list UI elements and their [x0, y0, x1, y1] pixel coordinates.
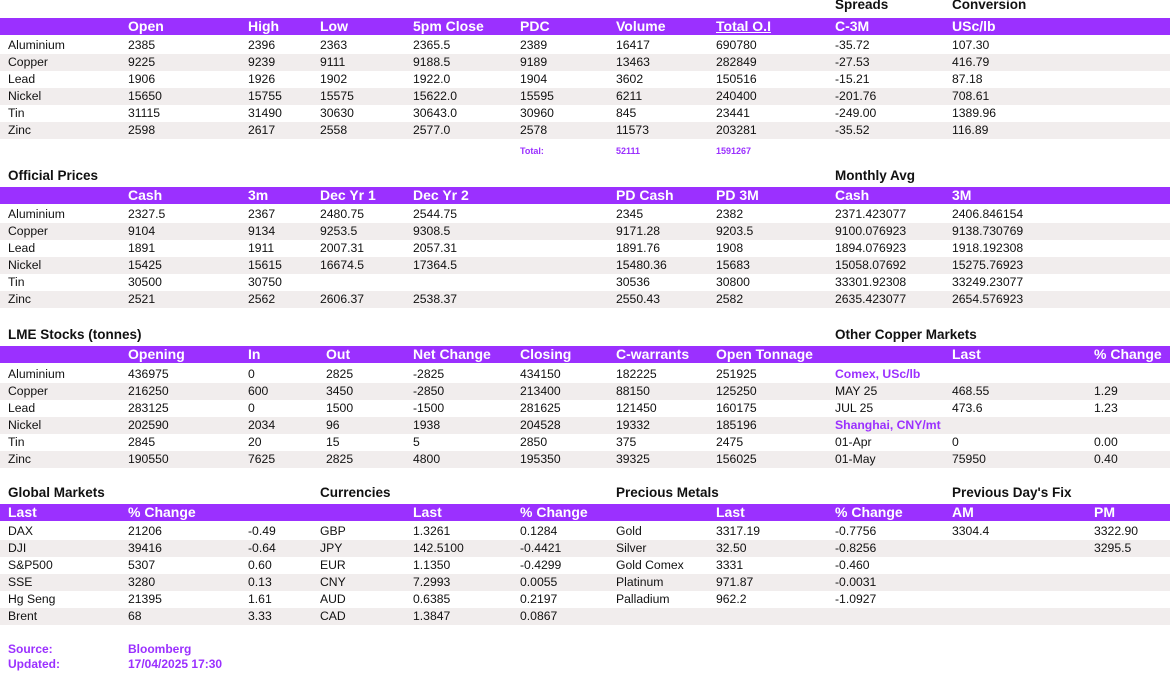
currency-code: JPY — [320, 541, 343, 555]
currency-code: GBP — [320, 524, 346, 538]
official-header-bar — [0, 187, 1170, 204]
global-market-name: DJI — [8, 541, 27, 555]
market-cell: 2363 — [320, 38, 348, 52]
global-market-last: 5307 — [128, 558, 156, 572]
stocks-col-header: Open Tonnage — [716, 346, 813, 362]
currencies-title: Currencies — [320, 485, 391, 500]
official-cell: 2538.37 — [413, 292, 458, 306]
stocks-cell: 182225 — [616, 367, 657, 381]
precious-metal-change: -0.8256 — [835, 541, 877, 555]
official-cell: 9134 — [248, 224, 276, 238]
market-cell: 2385 — [128, 38, 156, 52]
stocks-cell: 2034 — [248, 418, 276, 432]
stocks-cell: 96 — [326, 418, 340, 432]
market-cell: 107.30 — [952, 38, 990, 52]
row-stripe — [0, 366, 1170, 383]
global-market-name: SSE — [8, 575, 33, 589]
stocks-cell: 15 — [326, 435, 340, 449]
stocks-cell: 39325 — [616, 452, 650, 466]
currency-last: 0.6385 — [413, 592, 451, 606]
market-cell: 16417 — [616, 38, 650, 52]
row-stripe — [0, 54, 1170, 71]
stocks-col-header: In — [248, 346, 261, 362]
copper-market-last: 0 — [952, 435, 959, 449]
stocks-cell: 19332 — [616, 418, 650, 432]
official-cell: 2550.43 — [616, 292, 661, 306]
market-col-header: Low — [320, 18, 348, 34]
row-stripe — [0, 383, 1170, 400]
market-cell: 2396 — [248, 38, 276, 52]
official-cell: 33301.92308 — [835, 275, 907, 289]
official-cell: 1891.76 — [616, 241, 661, 255]
official-cell: 9203.5 — [716, 224, 754, 238]
official-cell: 2562 — [248, 292, 276, 306]
copper-market-last: 75950 — [952, 452, 986, 466]
currency-change: 0.0867 — [520, 609, 558, 623]
official-cell: 2521 — [128, 292, 156, 306]
stocks-cell: 0 — [248, 401, 255, 415]
precious-metal-name: Gold — [616, 524, 642, 538]
precious-metal-change: -0.0031 — [835, 575, 877, 589]
official-cell: 2480.75 — [320, 207, 365, 221]
currency-last: 142.5100 — [413, 541, 464, 555]
market-cell: 15595 — [520, 89, 554, 103]
market-cell: 2389 — [520, 38, 548, 52]
stocks-col-header: Out — [326, 346, 351, 362]
official-cell: 2606.37 — [320, 292, 365, 306]
market-cell: 30960 — [520, 106, 554, 120]
fix-pm: 3322.90 — [1094, 524, 1139, 538]
official-col-header: PD 3M — [716, 187, 759, 203]
precious-metal-last: 3317.19 — [716, 524, 761, 538]
official-cell: 2345 — [616, 207, 644, 221]
row-stripe — [0, 434, 1170, 451]
bottom-col-header: Last — [8, 504, 37, 520]
source-label: Source: — [8, 642, 53, 656]
row-stripe — [0, 608, 1170, 625]
row-stripe — [0, 417, 1170, 434]
stocks-cell: 283125 — [128, 401, 169, 415]
stocks-cell: 251925 — [716, 367, 757, 381]
row-stripe — [0, 37, 1170, 54]
official-cell: 2057.31 — [413, 241, 458, 255]
row-stripe — [0, 557, 1170, 574]
currency-code: AUD — [320, 592, 346, 606]
market-cell: 2578 — [520, 123, 548, 137]
stocks-cell: 2825 — [326, 367, 354, 381]
market-col-header: C-3M — [835, 18, 870, 34]
market-cell: 9111 — [320, 55, 346, 69]
bottom-col-header: Last — [413, 504, 442, 520]
precious-metal-change: -0.7756 — [835, 524, 877, 538]
metal-name: Copper — [8, 224, 48, 238]
market-cell: 708.61 — [952, 89, 990, 103]
bottom-col-header: % Change — [835, 504, 903, 520]
official-cell: 15683 — [716, 258, 750, 272]
market-cell: 9225 — [128, 55, 156, 69]
official-col-header: Dec Yr 2 — [413, 187, 469, 203]
bottom-col-header: % Change — [128, 504, 196, 520]
copper-market-last: 468.55 — [952, 384, 990, 398]
official-cell: 9100.076923 — [835, 224, 907, 238]
copper-col-header: Last — [952, 346, 981, 362]
official-cell: 2635.423077 — [835, 292, 907, 306]
copper-market-label: Shanghai, CNY/mt — [835, 418, 941, 432]
copper-market-label: Comex, USc/lb — [835, 367, 921, 381]
previous-fix-title: Previous Day's Fix — [952, 485, 1072, 500]
copper-market-label: MAY 25 — [835, 384, 878, 398]
market-cell: 9189 — [520, 55, 548, 69]
market-cell: 282849 — [716, 55, 757, 69]
official-cell: 9171.28 — [616, 224, 661, 238]
conversion-group-title: Conversion — [952, 0, 1027, 12]
global-market-name: Brent — [8, 609, 38, 623]
official-cell: 9138.730769 — [952, 224, 1024, 238]
currency-code: CAD — [320, 609, 346, 623]
copper-market-change: 0.40 — [1094, 452, 1118, 466]
metal-name: Zinc — [8, 452, 32, 466]
global-market-last: 3280 — [128, 575, 156, 589]
market-cell: -35.72 — [835, 38, 870, 52]
metal-name: Lead — [8, 241, 36, 255]
official-cell: 2544.75 — [413, 207, 458, 221]
official-cell: 30536 — [616, 275, 650, 289]
market-col-header: Volume — [616, 18, 666, 34]
precious-metals-title: Precious Metals — [616, 485, 719, 500]
market-cell: 116.89 — [952, 123, 989, 137]
market-cell: 15622.0 — [413, 89, 458, 103]
metal-name: Zinc — [8, 292, 32, 306]
stocks-cell: 2825 — [326, 452, 354, 466]
stocks-col-header: C-warrants — [616, 346, 690, 362]
market-cell: 1926 — [248, 72, 276, 86]
official-cell: 30800 — [716, 275, 750, 289]
official-col-header: Cash — [128, 187, 163, 203]
precious-metal-name: Palladium — [616, 592, 670, 606]
currency-change: 0.1284 — [520, 524, 558, 538]
official-cell: 15425 — [128, 258, 162, 272]
market-cell: 87.18 — [952, 72, 983, 86]
stocks-col-header: Net Change — [413, 346, 491, 362]
official-cell: 15058.07692 — [835, 258, 907, 272]
stocks-cell: 125250 — [716, 384, 757, 398]
row-stripe — [0, 591, 1170, 608]
stocks-cell: -2850 — [413, 384, 445, 398]
stocks-cell: 1500 — [326, 401, 354, 415]
metal-name: Aluminium — [8, 38, 65, 52]
official-cell: 1908 — [716, 241, 744, 255]
official-col-header: PD Cash — [616, 187, 674, 203]
stocks-cell: 375 — [616, 435, 637, 449]
currency-last: 1.3847 — [413, 609, 451, 623]
global-market-last: 39416 — [128, 541, 162, 555]
market-cell: -35.52 — [835, 123, 870, 137]
precious-metal-last: 971.87 — [716, 575, 754, 589]
official-cell: 2327.5 — [128, 207, 166, 221]
stocks-cell: 281625 — [520, 401, 561, 415]
stocks-cell: 195350 — [520, 452, 561, 466]
metal-name: Copper — [8, 55, 48, 69]
market-cell: 30630 — [320, 106, 354, 120]
bottom-col-header: Last — [716, 504, 745, 520]
currency-code: CNY — [320, 575, 346, 589]
official-cell: 2582 — [716, 292, 744, 306]
copper-markets-title: Other Copper Markets — [835, 327, 977, 342]
market-cell: 2598 — [128, 123, 156, 137]
market-cell: 690780 — [716, 38, 757, 52]
official-cell: 2654.576923 — [952, 292, 1024, 306]
official-cell: 15275.76923 — [952, 258, 1024, 272]
market-cell: 1389.96 — [952, 106, 997, 120]
metal-name: Aluminium — [8, 367, 65, 381]
metal-name: Nickel — [8, 89, 42, 103]
precious-metal-change: -1.0927 — [835, 592, 877, 606]
precious-metal-last: 32.50 — [716, 541, 747, 555]
updated-value: 17/04/2025 17:30 — [128, 657, 223, 671]
metal-name: Tin — [8, 106, 25, 120]
market-cell: -15.21 — [835, 72, 870, 86]
metal-name: Zinc — [8, 123, 32, 137]
currency-change: 0.2197 — [520, 592, 558, 606]
market-col-header: 5pm Close — [413, 18, 484, 34]
metal-name: Nickel — [8, 258, 42, 272]
precious-metal-name: Silver — [616, 541, 647, 555]
stocks-cell: 436975 — [128, 367, 169, 381]
stocks-cell: 0 — [248, 367, 255, 381]
stocks-cell: 204528 — [520, 418, 561, 432]
market-cell: 2577.0 — [413, 123, 451, 137]
metal-name: Tin — [8, 435, 25, 449]
stocks-col-header: Opening — [128, 346, 185, 362]
row-stripe — [0, 71, 1170, 88]
row-stripe — [0, 400, 1170, 417]
official-cell: 1911 — [248, 241, 275, 255]
row-stripe — [0, 451, 1170, 468]
market-cell: 23441 — [716, 106, 750, 120]
official-cell: 2371.423077 — [835, 207, 907, 221]
copper-market-label: JUL 25 — [835, 401, 874, 415]
official-cell: 30750 — [248, 275, 282, 289]
market-cell: 2558 — [320, 123, 348, 137]
market-cell: 31490 — [248, 106, 282, 120]
source-value: Bloomberg — [128, 642, 192, 656]
market-cell: 13463 — [616, 55, 650, 69]
global-market-change: 1.61 — [248, 592, 272, 606]
global-market-change: 3.33 — [248, 609, 272, 623]
market-cell: 15755 — [248, 89, 282, 103]
bottom-col-header: PM — [1094, 504, 1115, 520]
official-cell: 9308.5 — [413, 224, 451, 238]
total-volume: 52111 — [616, 146, 641, 156]
stocks-cell: 185196 — [716, 418, 757, 432]
official-cell: 30500 — [128, 275, 162, 289]
global-market-last: 21395 — [128, 592, 162, 606]
row-stripe — [0, 540, 1170, 557]
global-markets-title: Global Markets — [8, 485, 105, 500]
bottom-col-header: % Change — [520, 504, 588, 520]
copper-market-change: 1.29 — [1094, 384, 1118, 398]
official-col-header: Dec Yr 1 — [320, 187, 376, 203]
row-stripe — [0, 88, 1170, 105]
official-cell: 17364.5 — [413, 258, 458, 272]
official-col-header: Cash — [835, 187, 870, 203]
official-cell: 15480.36 — [616, 258, 667, 272]
market-cell: 6211 — [616, 89, 643, 103]
global-market-name: Hg Seng — [8, 592, 56, 606]
market-cell: 845 — [616, 106, 637, 120]
stocks-cell: 4800 — [413, 452, 441, 466]
copper-market-label: 01-Apr — [835, 435, 872, 449]
market-cell: 9239 — [248, 55, 276, 69]
global-market-last: 21206 — [128, 524, 162, 538]
row-stripe — [0, 122, 1170, 139]
official-cell: 1918.192308 — [952, 241, 1024, 255]
market-cell: -201.76 — [835, 89, 877, 103]
official-cell: 33249.23077 — [952, 275, 1024, 289]
stocks-cell: 2850 — [520, 435, 548, 449]
official-col-header: 3M — [952, 187, 972, 203]
stocks-cell: 7625 — [248, 452, 276, 466]
global-market-name: DAX — [8, 524, 34, 538]
stocks-col-header: Closing — [520, 346, 572, 362]
market-cell: 2365.5 — [413, 38, 451, 52]
stocks-cell: -2825 — [413, 367, 445, 381]
copper-market-label: 01-May — [835, 452, 876, 466]
currency-last: 1.1350 — [413, 558, 451, 572]
stocks-cell: 190550 — [128, 452, 169, 466]
total-oi: 1591267 — [716, 146, 752, 156]
stocks-cell: 3450 — [326, 384, 354, 398]
fix-pm: 3295.5 — [1094, 541, 1132, 555]
market-cell: -249.00 — [835, 106, 877, 120]
stocks-cell: 121450 — [616, 401, 657, 415]
global-market-name: S&P500 — [8, 558, 53, 572]
currency-code: EUR — [320, 558, 346, 572]
market-cell: 30643.0 — [413, 106, 458, 120]
official-cell: 1891 — [128, 241, 156, 255]
official-prices-title: Official Prices — [8, 168, 99, 183]
market-cell: 9188.5 — [413, 55, 451, 69]
market-cell: 203281 — [716, 123, 757, 137]
metal-name: Lead — [8, 401, 36, 415]
official-cell: 9104 — [128, 224, 156, 238]
market-cell: 31115 — [128, 106, 161, 120]
stocks-cell: 213400 — [520, 384, 561, 398]
copper-market-change: 0.00 — [1094, 435, 1118, 449]
market-cell: 416.79 — [952, 55, 990, 69]
stocks-cell: 88150 — [616, 384, 650, 398]
row-stripe — [0, 574, 1170, 591]
stocks-cell: 434150 — [520, 367, 561, 381]
currency-last: 1.3261 — [413, 524, 451, 538]
precious-metal-last: 962.2 — [716, 592, 747, 606]
official-cell: 16674.5 — [320, 258, 365, 272]
precious-metal-change: -0.460 — [835, 558, 870, 572]
stocks-cell: 216250 — [128, 384, 169, 398]
market-cell: 150516 — [716, 72, 757, 86]
market-cell: 11573 — [616, 123, 649, 137]
lme-stocks-title: LME Stocks (tonnes) — [8, 327, 142, 342]
updated-label: Updated: — [8, 657, 60, 671]
copper-col-header: % Change — [1094, 346, 1162, 362]
official-cell: 1894.076923 — [835, 241, 907, 255]
official-cell: 2382 — [716, 207, 744, 221]
market-cell: 3602 — [616, 72, 644, 86]
stocks-cell: 5 — [413, 435, 420, 449]
stocks-cell: 2475 — [716, 435, 744, 449]
stocks-cell: 2845 — [128, 435, 156, 449]
market-cell: 15650 — [128, 89, 162, 103]
precious-metal-name: Gold Comex — [616, 558, 684, 572]
market-cell: -27.53 — [835, 55, 870, 69]
global-market-change: -0.49 — [248, 524, 276, 538]
market-cell: 2617 — [248, 123, 276, 137]
official-cell: 2406.846154 — [952, 207, 1024, 221]
metal-name: Tin — [8, 275, 25, 289]
stocks-cell: 1938 — [413, 418, 441, 432]
metal-name: Aluminium — [8, 207, 65, 221]
market-cell: 1922.0 — [413, 72, 451, 86]
market-col-header: PDC — [520, 18, 550, 34]
stocks-cell: 156025 — [716, 452, 757, 466]
copper-market-last: 473.6 — [952, 401, 983, 415]
precious-metal-last: 3331 — [716, 558, 744, 572]
official-cell: 2367 — [248, 207, 276, 221]
stocks-cell: 202590 — [128, 418, 169, 432]
stocks-cell: 20 — [248, 435, 262, 449]
currency-change: -0.4421 — [520, 541, 562, 555]
global-market-last: 68 — [128, 609, 142, 623]
global-market-change: 0.60 — [248, 558, 272, 572]
precious-metal-name: Platinum — [616, 575, 664, 589]
bottom-col-header: AM — [952, 504, 974, 520]
official-cell: 15615 — [248, 258, 282, 272]
official-cell: 9253.5 — [320, 224, 358, 238]
market-col-header: USc/lb — [952, 18, 996, 34]
market-cell: 1904 — [520, 72, 548, 86]
total-label: Total: — [520, 146, 544, 156]
global-market-change: -0.64 — [248, 541, 276, 555]
market-cell: 1906 — [128, 72, 156, 86]
fix-am: 3304.4 — [952, 524, 990, 538]
market-cell: 240400 — [716, 89, 757, 103]
official-col-header: 3m — [248, 187, 269, 203]
row-stripe — [0, 523, 1170, 540]
spreads-group-title: Spreads — [835, 0, 889, 12]
global-market-change: 0.13 — [248, 575, 272, 589]
market-cell: 1902 — [320, 72, 348, 86]
stocks-cell: -1500 — [413, 401, 445, 415]
currency-last: 7.2993 — [413, 575, 451, 589]
market-col-header: High — [248, 18, 280, 34]
stocks-cell: 160175 — [716, 401, 757, 415]
market-col-header: Total O.I — [716, 18, 771, 34]
stocks-cell: 600 — [248, 384, 269, 398]
currency-change: -0.4299 — [520, 558, 562, 572]
currency-change: 0.0055 — [520, 575, 558, 589]
metal-name: Nickel — [8, 418, 42, 432]
official-cell: 2007.31 — [320, 241, 365, 255]
copper-market-change: 1.23 — [1094, 401, 1118, 415]
monthly-avg-title: Monthly Avg — [835, 168, 915, 183]
market-col-header: Open — [128, 18, 164, 34]
metal-name: Copper — [8, 384, 48, 398]
market-cell: 15575 — [320, 89, 354, 103]
metal-name: Lead — [8, 72, 36, 86]
